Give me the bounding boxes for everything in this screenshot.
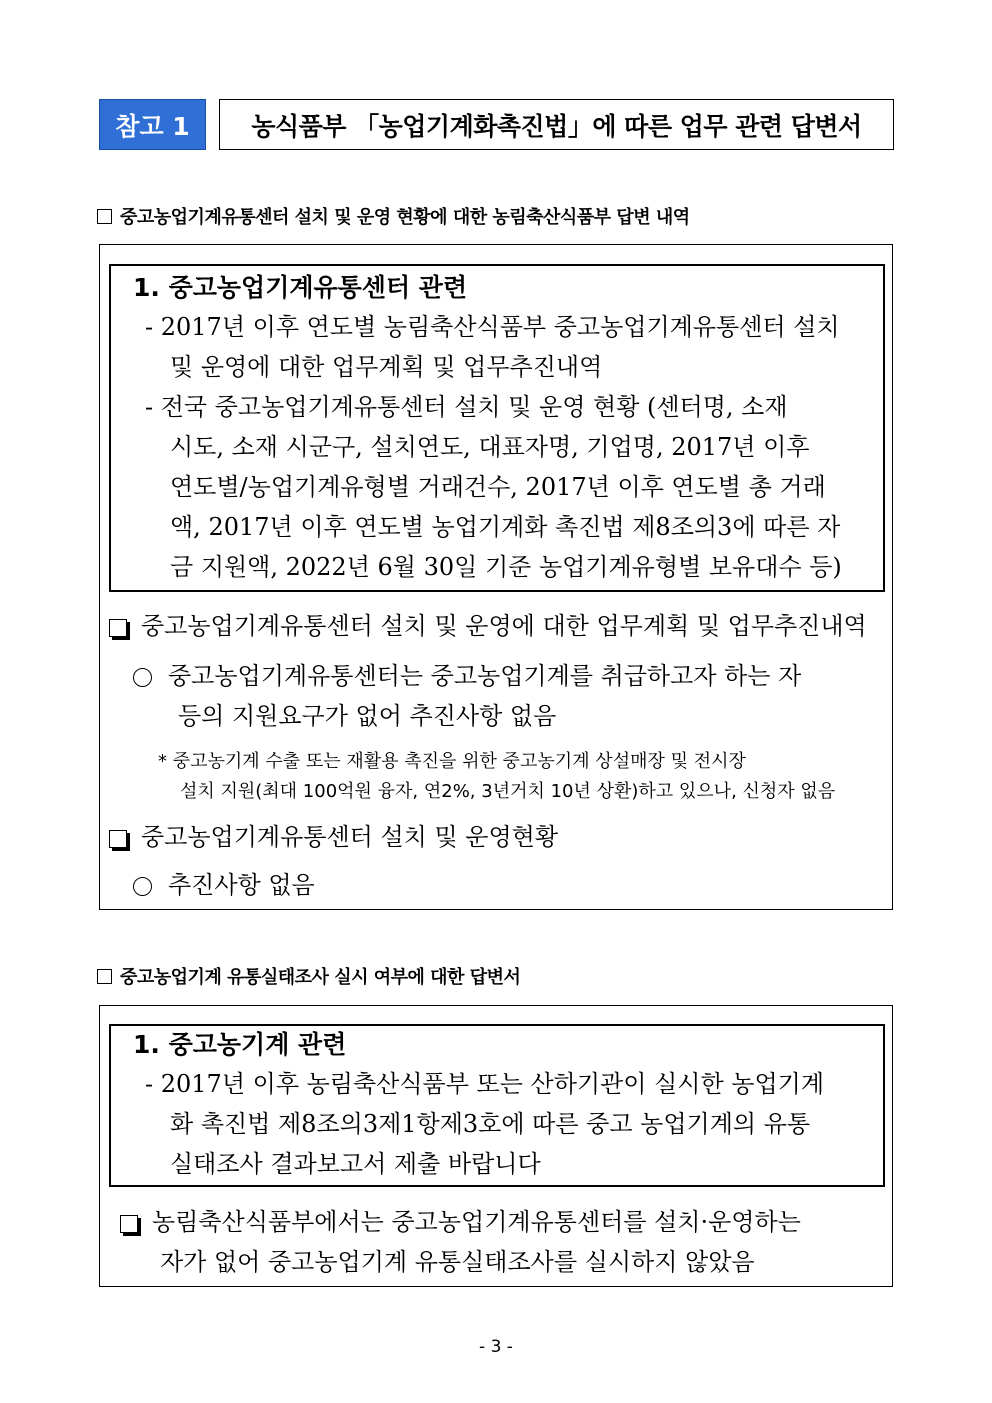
checkbox-bullet-icon [120,1215,138,1233]
document-title: 농식품부 「농업기계화촉진법」에 따른 업무 관련 답변서 [219,99,894,150]
answer2-heading: 중고농업기계유통센터 설치 및 운영현황 [109,825,558,849]
section2-request-line: - 2017년 이후 농림축산식품부 또는 산하기관이 실시한 농업기계 [145,1070,825,1098]
section2-request-title: 1. 중고농기계 관련 [133,1030,347,1059]
section1-request-line: 연도별/농업기계유형별 거래건수, 2017년 이후 연도별 총 거래 [170,473,826,501]
answer1-line: 중고농업기계유통센터는 중고농업기계를 취급하고자 하는 자 [133,664,801,688]
checkbox-bullet-icon [109,619,127,637]
square-bullet-icon [97,209,112,224]
answer1-note: * 중고농기계 수출 또는 재활용 촉진을 위한 중고농기계 상설매장 및 전시장 [158,751,746,772]
answer2-line: 추진사항 없음 [133,873,315,897]
section1-request-title: 1. 중고농업기계유통센터 관련 [133,273,468,302]
section2-answer-line: 자가 없어 중고농업기계 유통실태조사를 실시하지 않았음 [160,1248,755,1276]
section1-request-line: 금 지원액, 2022년 6월 30일 기준 농업기계유형별 보유대수 등) [170,553,842,581]
section2-request-line: 실태조사 결과보고서 제출 바랍니다 [170,1150,541,1178]
section2-heading-text: 중고농업기계 유통실태조사 실시 여부에 대한 답변서 [120,967,521,988]
section1-request-line: 시도, 소재 시군구, 설치연도, 대표자명, 기업명, 2017년 이후 [170,433,810,461]
checkbox-bullet-icon [109,830,127,848]
answer1-line: 등의 지원요구가 없어 추진사항 없음 [178,702,557,730]
section1-request-line: - 2017년 이후 연도별 농림축산식품부 중고농업기계유통센터 설치 [145,313,840,341]
page-number: - 3 - [479,1337,513,1357]
section1-request-line: 및 운영에 대한 업무계획 및 업무추진내역 [170,353,603,381]
circle-bullet-icon [133,877,152,896]
circle-bullet-icon [133,668,152,687]
section1-request-line: - 전국 중고농업기계유통센터 설치 및 운영 현황 (센터명, 소재 [145,393,788,421]
section1-heading-text: 중고농업기계유통센터 설치 및 운영 현황에 대한 농림축산식품부 답변 내역 [120,207,690,228]
section2-heading [97,963,520,989]
square-bullet-icon [97,969,112,984]
answer1-note: 설치 지원(최대 100억원 융자, 연2%, 3년거치 10년 상환)하고 있으나, 신청자 없음 [180,781,836,802]
section2-request-line: 화 촉진법 제8조의3제1항제3호에 따른 중고 농업기계의 유통 [170,1110,811,1138]
reference-tag: 참고 1 [99,99,206,150]
section2-answer-line: 농림축산식품부에서는 중고농업기계유통센터를 설치·운영하는 [120,1210,801,1234]
section1-heading [97,203,690,229]
answer1-heading: 중고농업기계유통센터 설치 및 운영에 대한 업무계획 및 업무추진내역 [109,614,867,638]
section1-request-line: 액, 2017년 이후 연도별 농업기계화 촉진법 제8조의3에 따른 자 [170,513,841,541]
